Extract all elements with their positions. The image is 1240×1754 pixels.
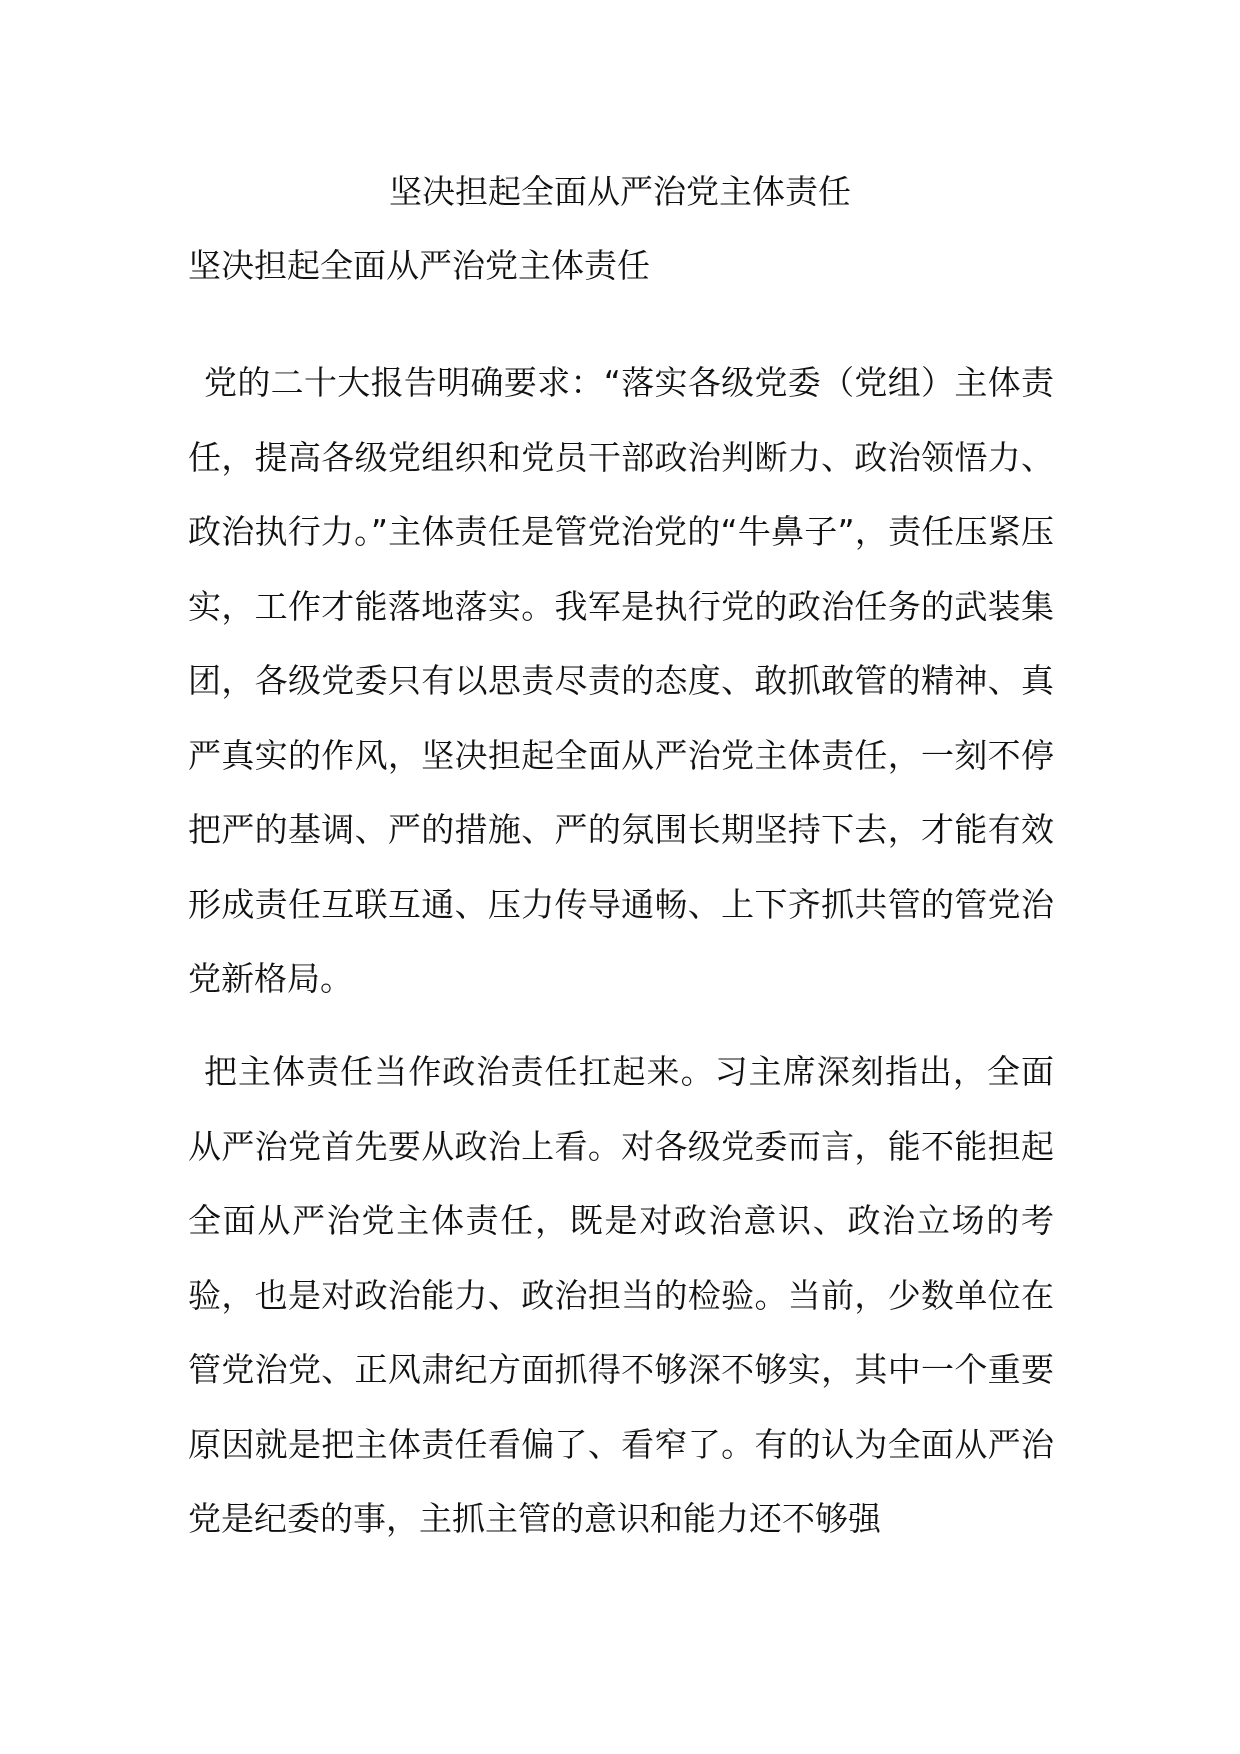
document-title: 坚决担起全面从严治党主体责任 bbox=[389, 172, 851, 211]
paragraph-2: 把主体责任当作政治责任扛起来。习主席深刻指出，全面从严治党首先要从政治上看。对各级党委而言，能不能担起全面从严治党主体责任，既是对政治意识、政治立场的考验，也是对政治能力、政治担当的检验。当前，少数单位在管党治党、正风肃纪方面抓得不够深不够实，其中一个重要原因就是把主体责任看偏了、看窄了。有的认为全面从严治党是纪委的事，主抓主管的意识和能力还不够强 bbox=[188, 1052, 1054, 1538]
paragraph-1: 党的二十大报告明确要求：“落实各级党委（党组）主体责任，提高各级党组织和党员干部政治判断力、政治领悟力、政治执行力。”主体责任是管党治党的“牛鼻子”，责任压紧压实，工作才能落地落实。我军是执行党的政治任务的武装集团，各级党委只有以思责尽责的态度、敢抓敢管的精神、真严真实的作风，坚决担起全面从严治党主体责任，一刻不停把严的基调、严的措施、严的氛围长期坚持下去，才能有效形成责任互联互通、压力传导通畅、上下齐抓共管的管党治党新格局。 bbox=[188, 363, 1054, 998]
document-subtitle: 坚决担起全面从严治党主体责任 bbox=[188, 246, 650, 285]
